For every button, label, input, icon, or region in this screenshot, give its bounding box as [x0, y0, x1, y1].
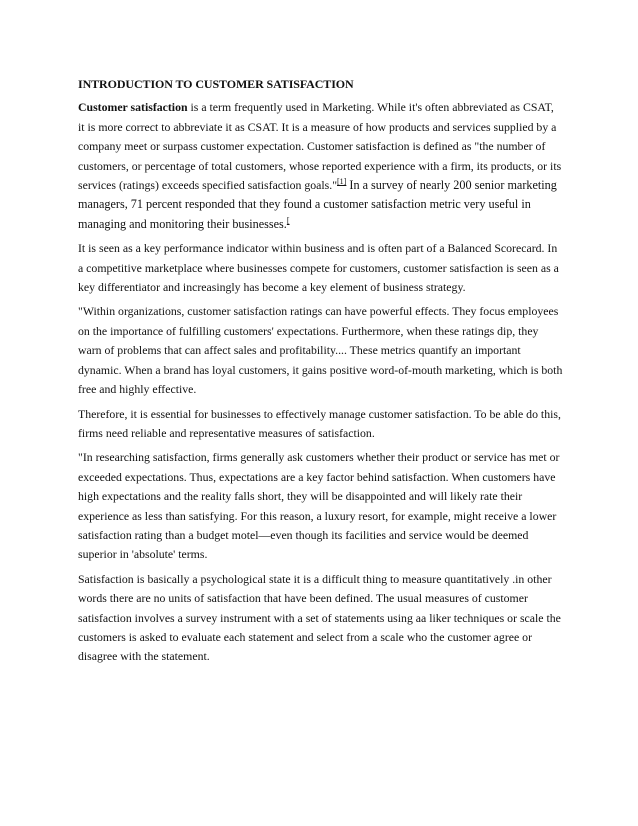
- paragraph-intro-body: is a term frequently used in Marketing. While it's often abbreviated as CSAT, it is more correct to abbreviate it as CSAT. It is a measure of how products and services supplied by a company meet or surpass customer expectation. Customer satisfaction is defined as "the number of customers, or percentage of total customers, whose reported experience with a firm, its products, or its services (ratings) exceeds specified satisfaction goals.": [78, 100, 562, 193]
- paragraph-psychological: Satisfaction is basically a psychological state it is a difficult thing to measure quantitatively .in other words there are no units of satisfaction that have been defined. The usual measures of customer satisfaction involves a survey instrument with a set of statements using aa liker techniques or scale the customers is asked to evaluate each statement and select from a scale who the customer agree or disagree with the statement.: [78, 571, 561, 664]
- term-customer-satisfaction: Customer satisfaction: [78, 100, 188, 115]
- document-body: [78, 75, 563, 672]
- paragraph-intro: [78, 98, 563, 234]
- paragraph-kpi: It is seen as a key performance indicator within business and is often part of a Balanced Scorecard. In a competitive marketplace where businesses compete for customers, customer satisfaction is seen as a key differentiator and increasingly has become a key element of business strategy.: [78, 241, 559, 295]
- paragraph-researching: "In researching satisfaction, firms generally ask customers whether their product or service has met or exceeded expectations. Thus, expectations are a key factor behind satisfaction. When customers have high expectations and the reality falls short, they will be disappointed and will likely rate their experience as less than satisfying. For this reason, a luxury resort, for example, might receive a lower satisfaction rating than a budget motel—even though its facilities and service would be deemed superior in 'absolute' terms.: [78, 450, 560, 562]
- footnote-ref-1[interactable]: [1]: [337, 177, 347, 187]
- paragraph-organizations: "Within organizations, customer satisfaction ratings can have powerful effects. They focus employees on the importance of fulfilling customers' expectations. Furthermore, when these ratings dip, they warn of problems that can affect sales and profitability.... These metrics quantify an important dynamic. When a brand has loyal customers, it gains positive word-of-mouth marketing, which is both free and highly effective.: [78, 304, 563, 397]
- paragraph-intro-tail: In a survey of nearly 200 senior marketing managers, 71 percent responded that they found a customer satisfaction metric very useful in managing and monitoring their businesses.: [78, 178, 557, 231]
- document-heading: INTRODUCTION TO CUSTOMER SATISFACTION: [78, 77, 354, 91]
- footnote-ref-2[interactable]: [: [286, 215, 290, 225]
- paragraph-therefore: Therefore, it is essential for businesses to effectively manage customer satisfaction. To be able do this, firms need reliable and representative measures of satisfaction.: [78, 406, 561, 440]
